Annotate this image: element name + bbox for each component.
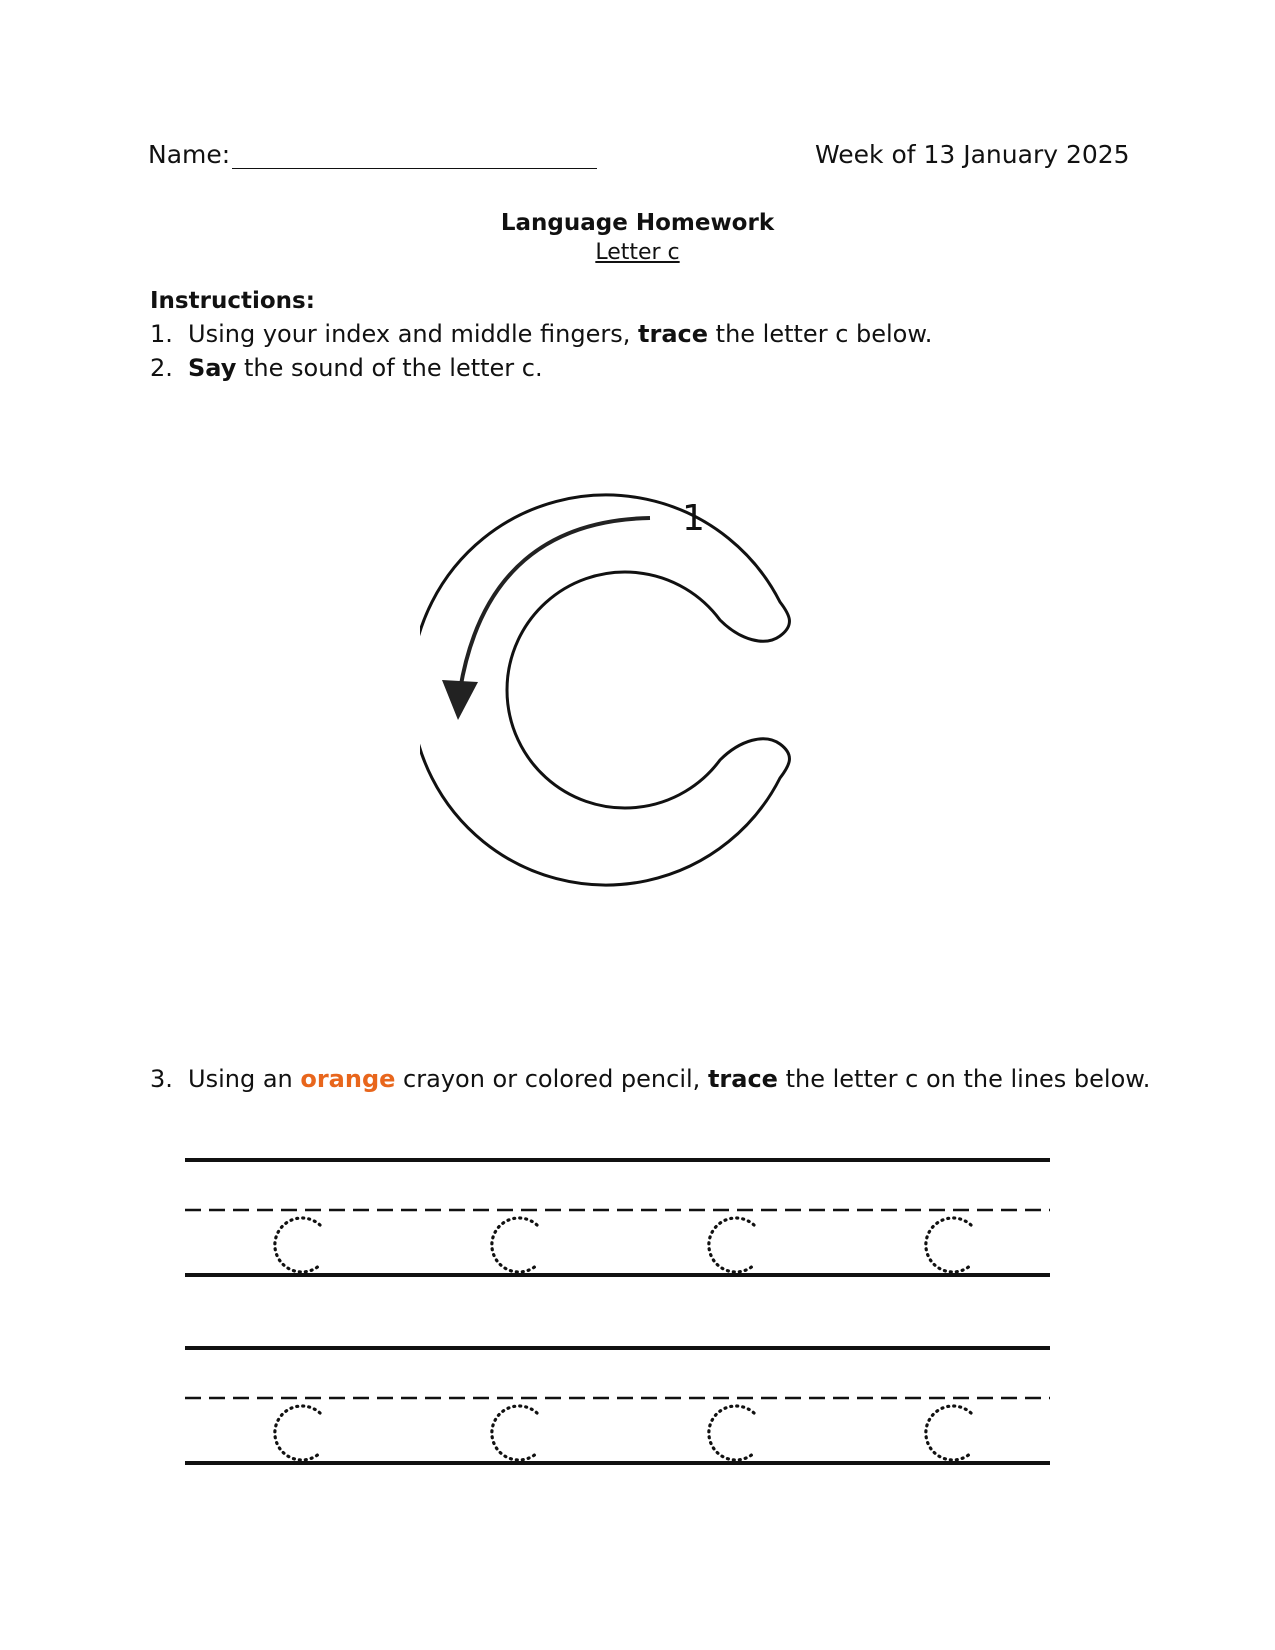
instruction-step-2: 2. Say the sound of the letter c. (150, 354, 543, 382)
week-date: Week of 13 January 2025 (815, 140, 1130, 169)
dotted-letter-c (709, 1406, 754, 1460)
page-subtitle: Letter c (595, 240, 680, 265)
arrow-head-icon (442, 680, 478, 720)
step-number: 2. (150, 354, 173, 382)
instruction-step-1: 1. Using your index and middle fingers, trace the letter c below. (150, 320, 933, 348)
dotted-letter-c (492, 1406, 537, 1460)
instructions-heading: Instructions: (150, 288, 315, 314)
orange-word: orange (300, 1065, 396, 1093)
dotted-letter-c (275, 1406, 320, 1460)
dotted-letter-c (709, 1218, 754, 1272)
instruction-step-3: 3. Using an orange crayon or colored pencil, trace the letter c on the lines below. (150, 1065, 1151, 1093)
dotted-letter-c (492, 1218, 537, 1272)
step-number: 1. (150, 320, 173, 348)
name-field[interactable] (148, 140, 597, 169)
dotted-letter-c (926, 1406, 971, 1460)
step-number: 3. (150, 1065, 173, 1093)
dotted-letter-c (926, 1218, 971, 1272)
tracing-row-1 (185, 1160, 1050, 1275)
dotted-letter-c (275, 1218, 320, 1272)
page-title: Language Homework (500, 210, 775, 236)
name-label: Name: (148, 140, 231, 169)
direction-arrow (460, 518, 650, 690)
letter-c-outline (420, 495, 789, 885)
tracing-practice-area[interactable] (180, 1140, 1060, 1470)
name-underline[interactable] (232, 144, 597, 169)
big-letter-c-outline (420, 470, 820, 910)
stroke-number: 1 (682, 498, 705, 539)
tracing-row-2 (185, 1348, 1050, 1463)
